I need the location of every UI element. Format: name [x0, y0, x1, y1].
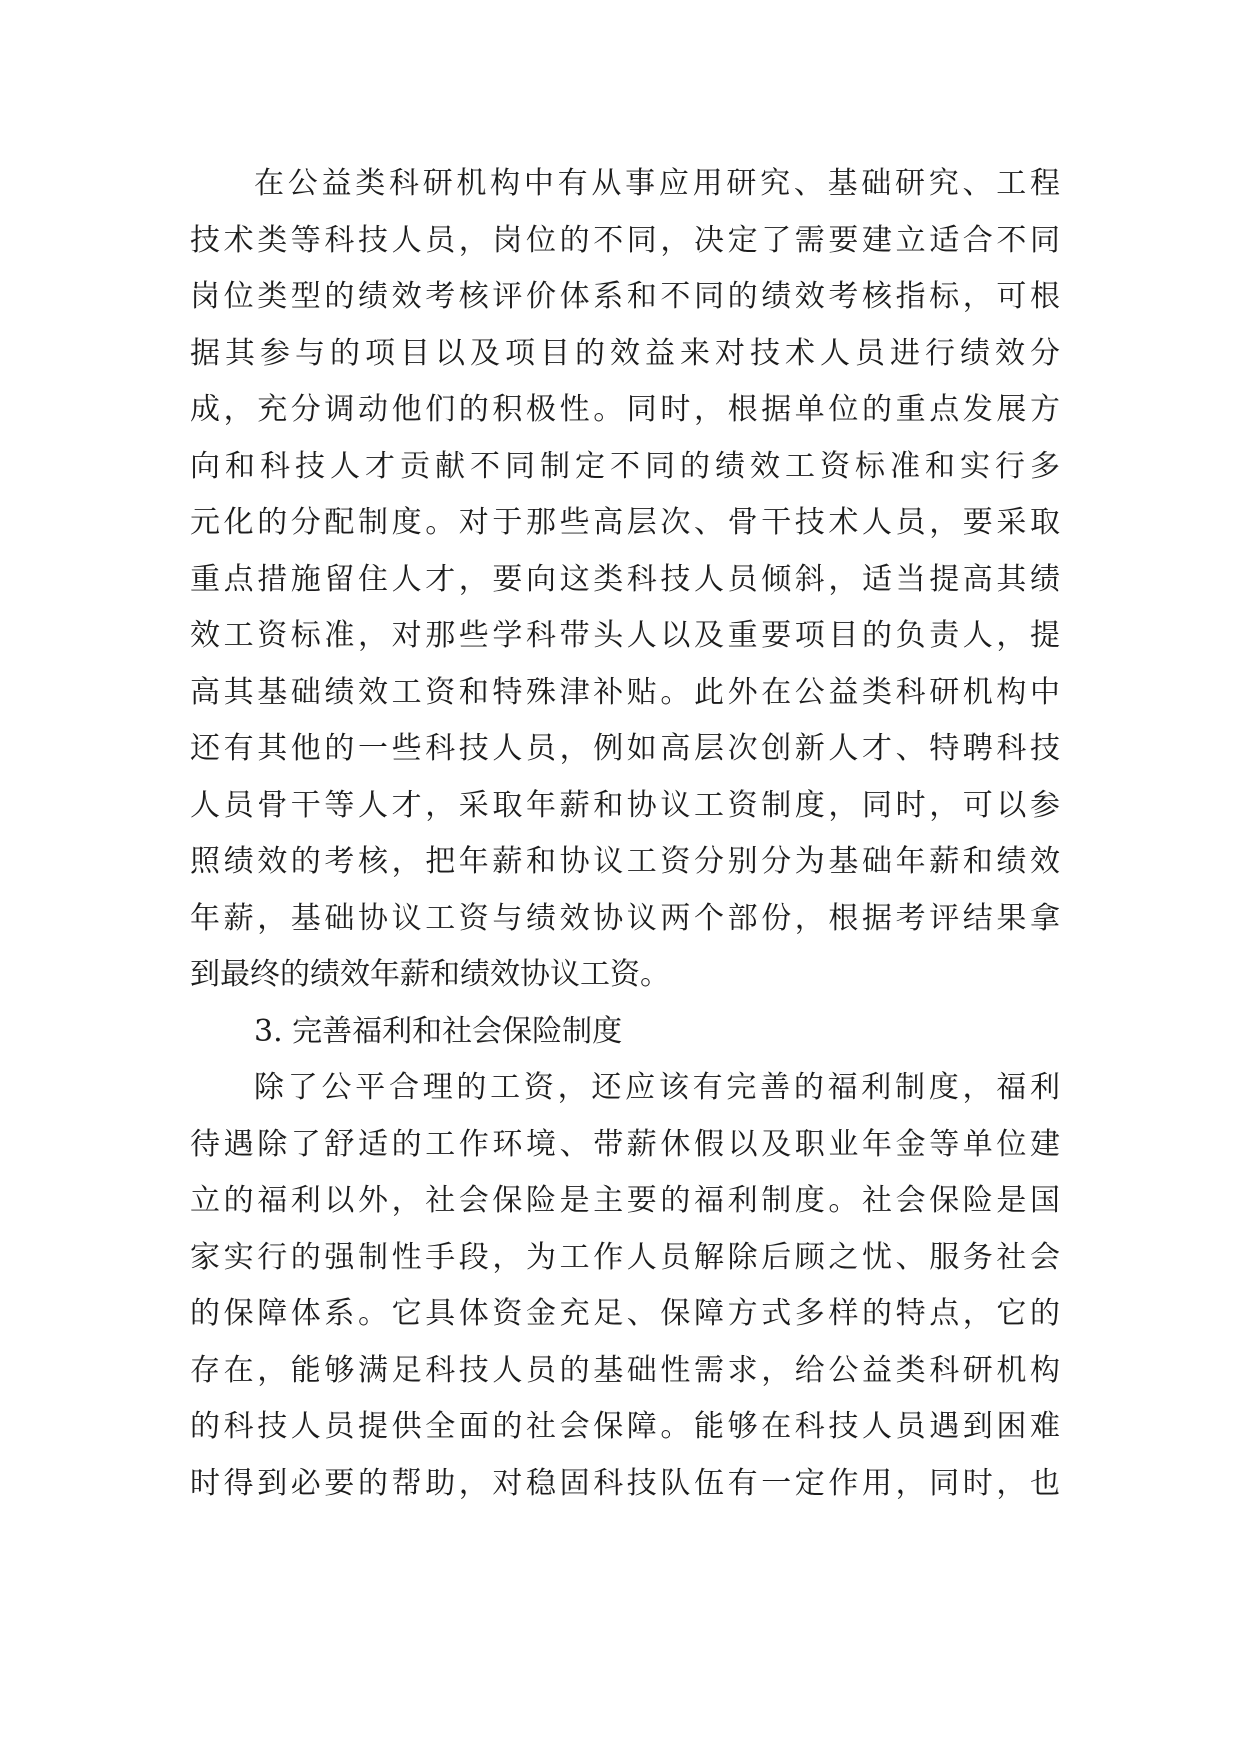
text-line: 效工资标准，对那些学科带头人以及重要项目的负责人，提 — [190, 618, 1060, 653]
text-line: 存在，能够满足科技人员的基础性需求，给公益类科研机构 — [190, 1352, 1060, 1388]
text-line: 还有其他的一些科技人员，例如高层次创新人才、特聘科技 — [190, 731, 1060, 766]
text-line: 照绩效的考核，把年薪和协议工资分别分为基础年薪和绩效 — [190, 844, 1060, 879]
section-heading: 3. 完善福利和社会保险制度 — [254, 1013, 623, 1049]
text-line: 的科技人员提供全面的社会保障。能够在科技人员遇到困难 — [190, 1409, 1060, 1444]
text-line: 除了公平合理的工资，还应该有完善的福利制度，福利 — [254, 1070, 1060, 1105]
text-line: 在公益类科研机构中有从事应用研究、基础研究、工程 — [254, 166, 1060, 201]
text-line: 重点措施留住人才，要向这类科技人员倾斜，适当提高其绩 — [190, 561, 1060, 597]
text-line: 人员骨干等人才，采取年薪和协议工资制度，同时，可以参 — [190, 787, 1060, 823]
text-line: 技术类等科技人员，岗位的不同，决定了需要建立适合不同 — [190, 222, 1060, 258]
text-line: 向和科技人才贡献不同制定不同的绩效工资标准和实行多 — [190, 448, 1060, 484]
text-line: 家实行的强制性手段，为工作人员解除后顾之忧、服务社会 — [190, 1239, 1060, 1275]
text-line: 岗位类型的绩效考核评价体系和不同的绩效考核指标，可根 — [190, 279, 1060, 314]
text-line: 时得到必要的帮助，对稳固科技队伍有一定作用，同时，也 — [190, 1465, 1060, 1501]
text-line: 高其基础绩效工资和特殊津补贴。此外在公益类科研机构中 — [190, 674, 1060, 710]
text-line: 立的福利以外，社会保险是主要的福利制度。社会保险是国 — [190, 1183, 1060, 1218]
text-line: 到最终的绩效年薪和绩效协议工资。 — [190, 957, 670, 992]
text-line: 待遇除了舒适的工作环境、带薪休假以及职业年金等单位建 — [190, 1126, 1060, 1162]
text-line: 年薪，基础协议工资与绩效协议两个部份，根据考评结果拿 — [190, 900, 1060, 936]
text-line: 元化的分配制度。对于那些高层次、骨干技术人员，要采取 — [190, 505, 1060, 540]
document-body — [190, 156, 1060, 1512]
text-line: 据其参与的项目以及项目的效益来对技术人员进行绩效分 — [190, 335, 1060, 371]
text-line: 成，充分调动他们的积极性。同时，根据单位的重点发展方 — [190, 392, 1060, 427]
text-line: 的保障体系。它具体资金充足、保障方式多样的特点，它的 — [190, 1296, 1060, 1331]
